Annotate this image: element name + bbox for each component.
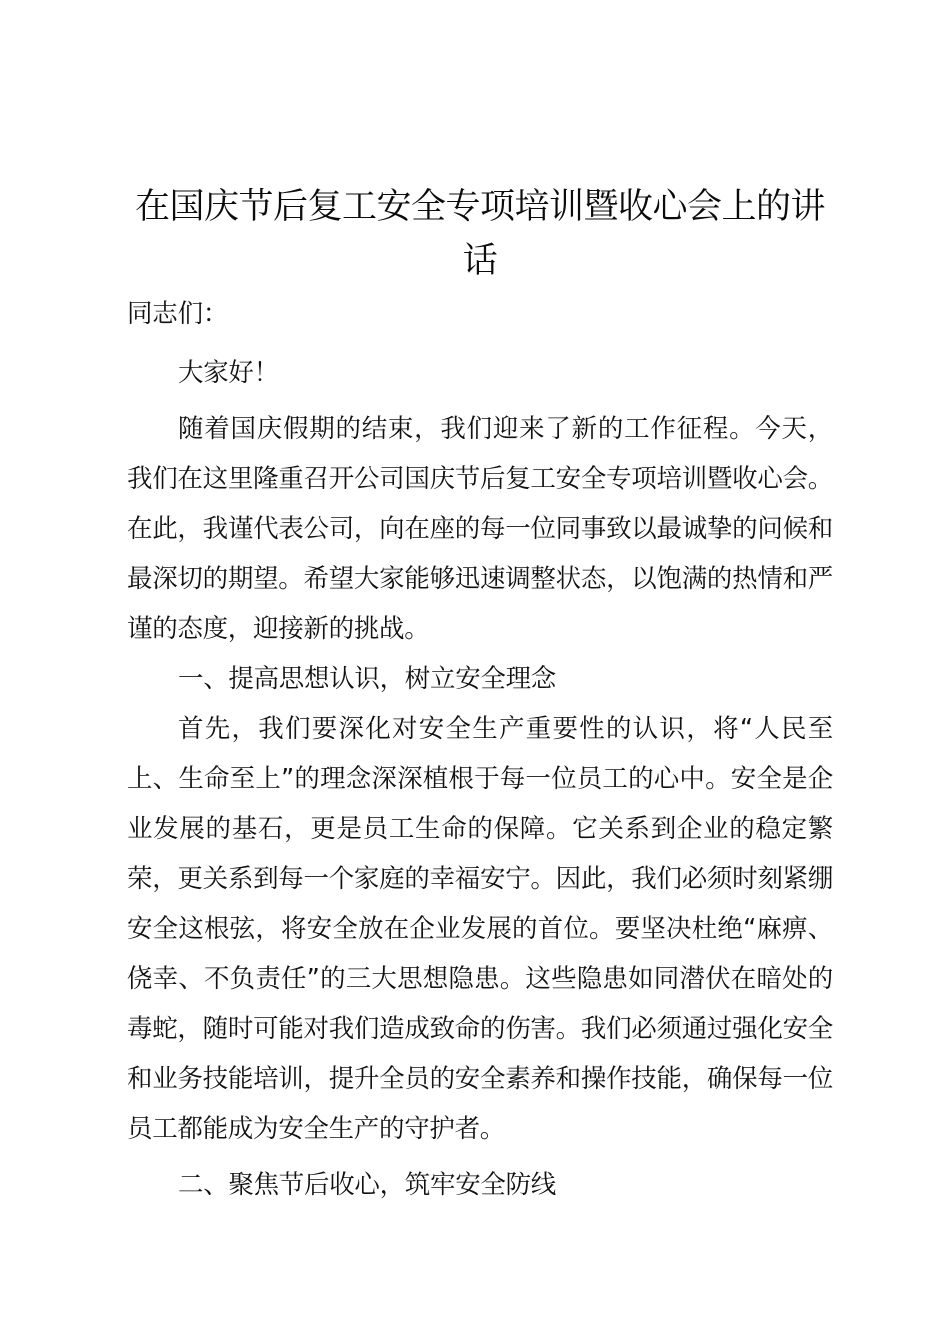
section-1-paragraph: 首先，我们要深化对安全生产重要性的认识，将“人民至上、生命至上”的理念深深植根于每一位员工的心中。安全是企业发展的基石，更是员工生命的保障。它关系到企业的稳定繁荣，更关系到每一个家庭的幸福安宁。因此，我们必须时刻紧绷安全这根弦，将安全放在企业发展的首位。要坚决杜绝“麻痹、侥幸、不负责任”的三大思想隐患。这些隐患如同潜伏在暗处的毒蛇，随时可能对我们造成致命的伤害。我们必须通过强化安全和业务技能培训，提升全员的安全素养和操作技能，确保每一位员工都能成为安全生产的守护者。 bbox=[127, 714, 833, 1144]
document-title: 在国庆节后复工安全专项培训暨收心会上的讲话 bbox=[134, 187, 825, 281]
greeting-paragraph: 大家好！ bbox=[178, 358, 279, 388]
intro-paragraph: 随着国庆假期的结束，我们迎来了新的工作征程。今天，我们在这里隆重召开公司国庆节后复工安全专项培训暨收心会。在此，我谨代表公司，向在座的每一位同事致以最诚挚的问候和最深切的期望。希望大家能够迅速调整状态，以饱满的热情和严谨的态度，迎接新的挑战。 bbox=[127, 414, 833, 644]
section-heading-2: 二、聚焦节后收心，筑牢安全防线 bbox=[178, 1170, 557, 1200]
salutation: 同志们： bbox=[127, 299, 229, 329]
document-body bbox=[127, 180, 833, 1210]
section-heading-1: 一、提高思想认识，树立安全理念 bbox=[178, 664, 557, 694]
